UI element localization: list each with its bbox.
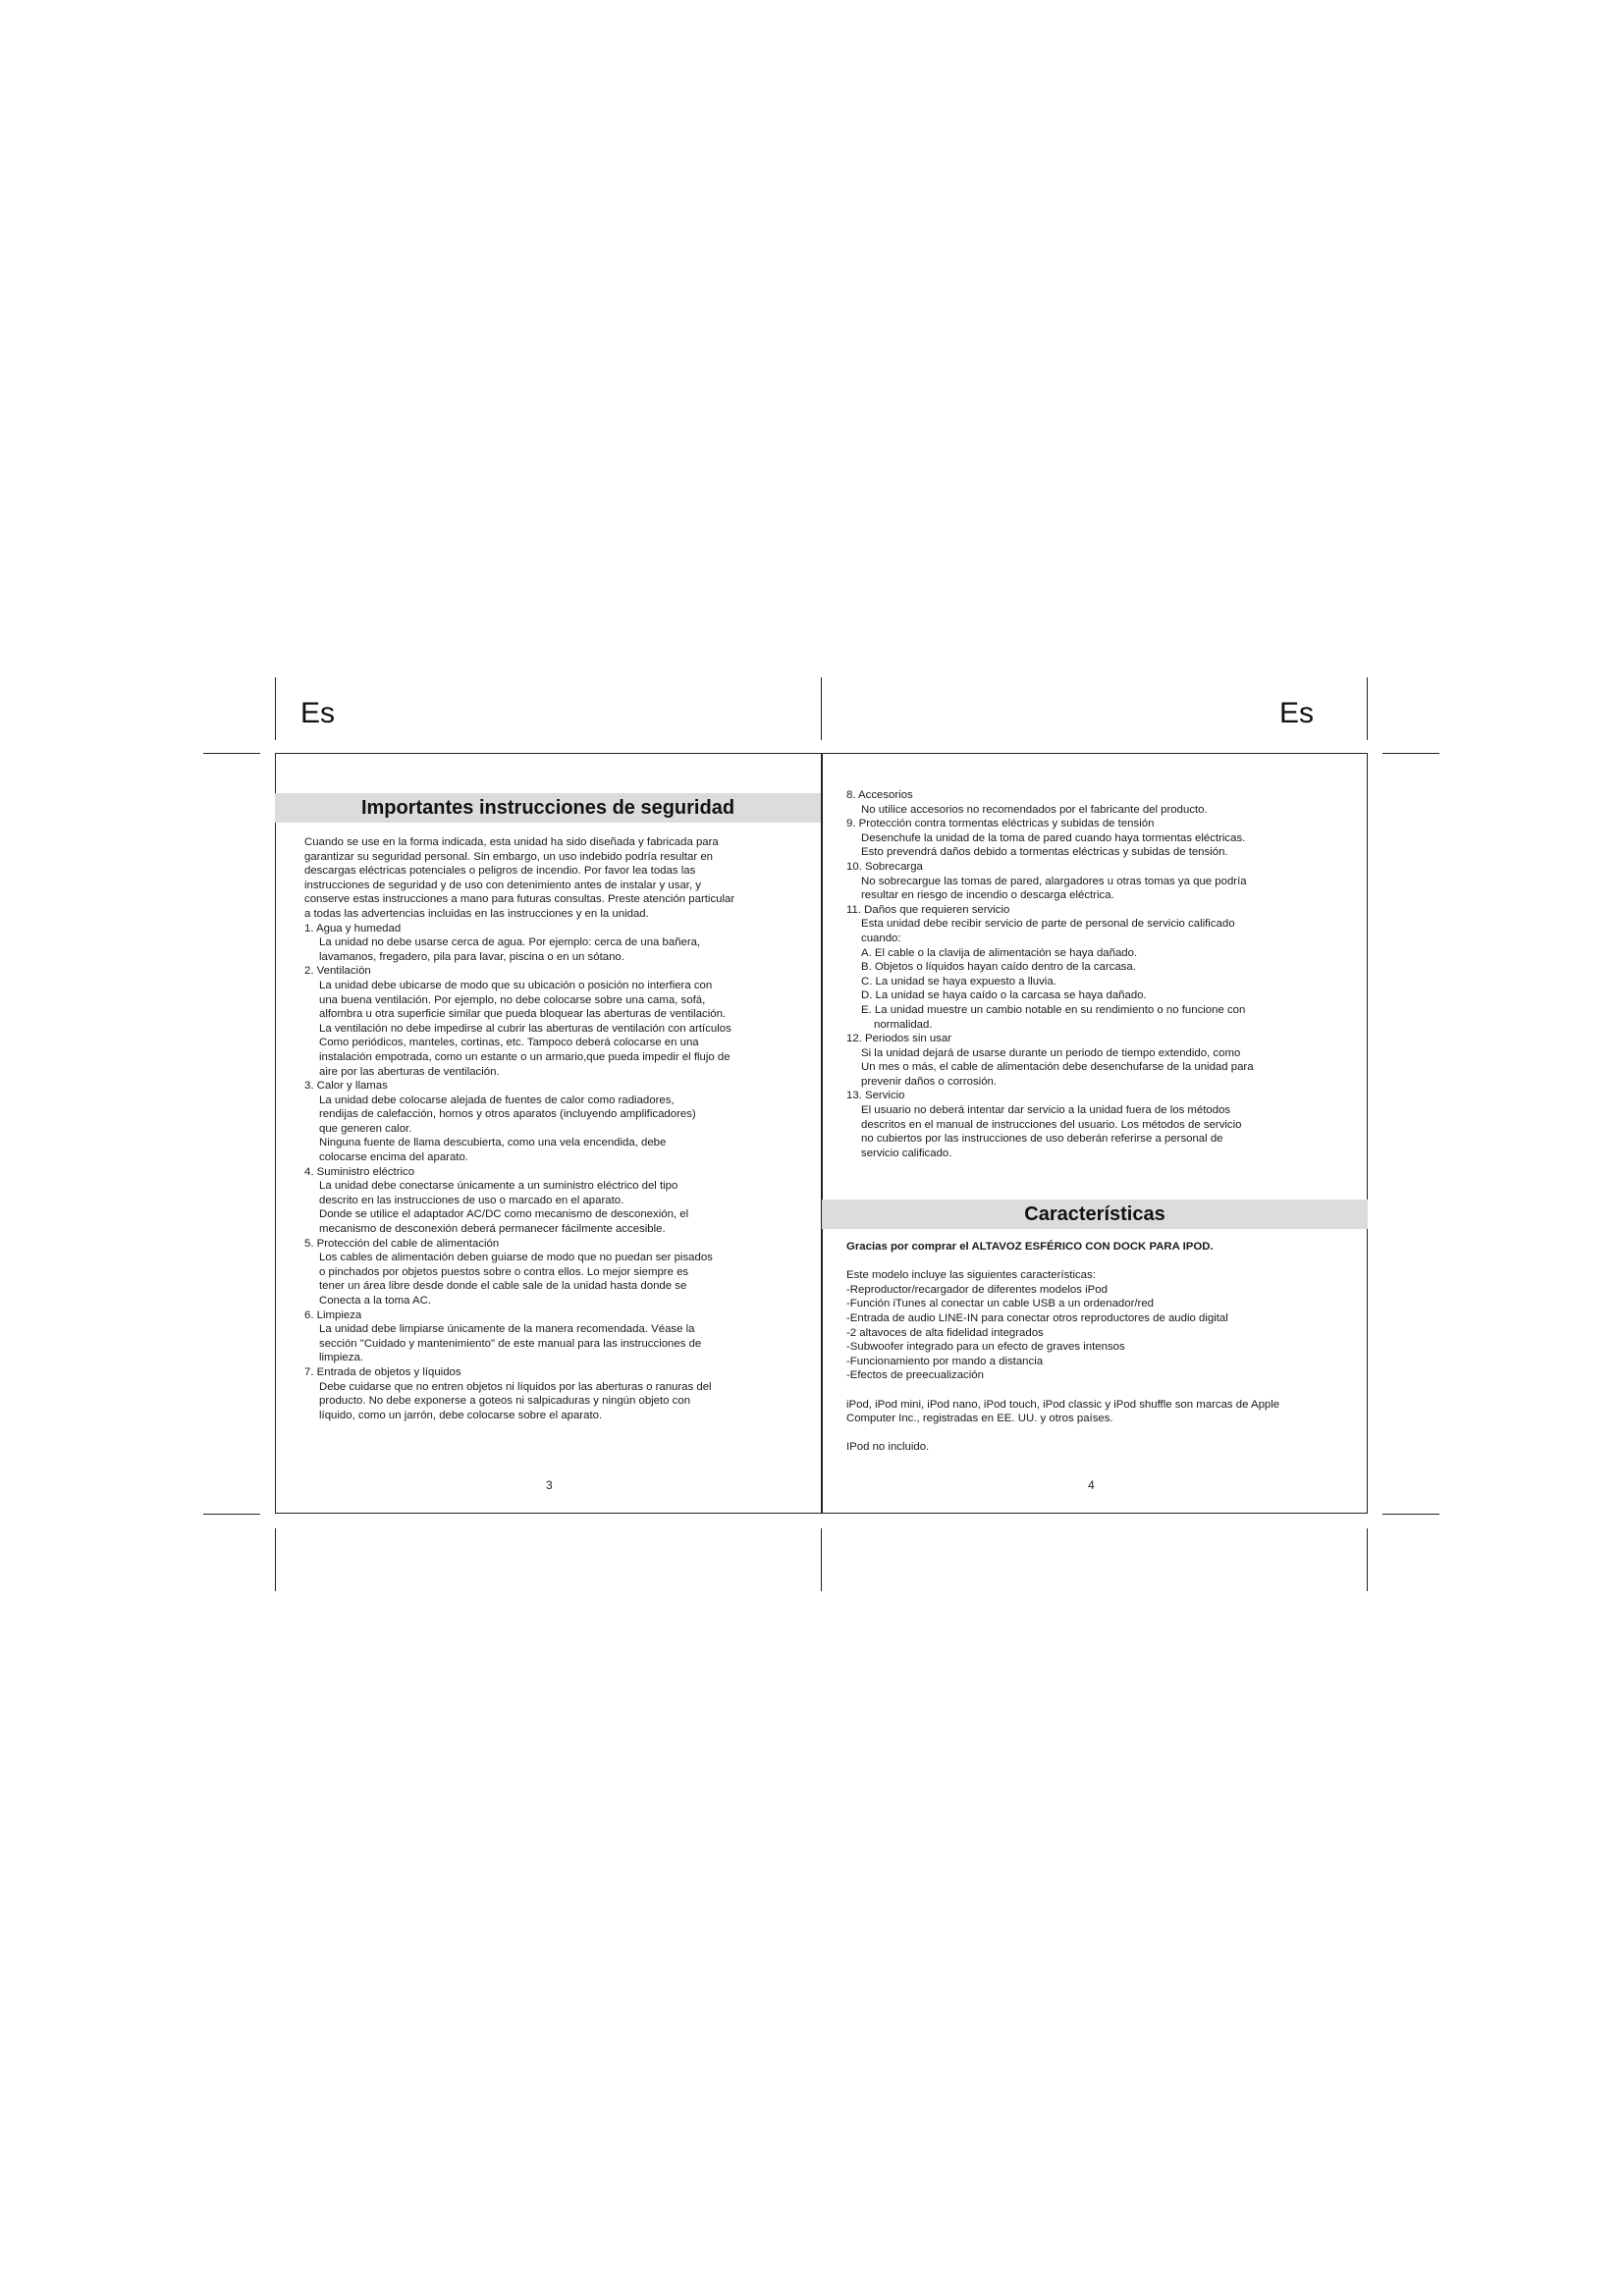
text-line: Debe cuidarse que no entren objetos ni líquidos por las aberturas o ranuras del bbox=[319, 1380, 712, 1393]
page-right bbox=[822, 753, 1368, 1514]
text-line: sección "Cuidado y mantenimiento" de este manual para las instrucciones de bbox=[319, 1337, 702, 1350]
text-line: alfombra u otra superficie similar que pueda bloquear las aberturas de ventilación. bbox=[319, 1008, 727, 1021]
text-line: Cuando se use en la forma indicada, esta unidad ha sido diseñada y fabricada para bbox=[304, 836, 719, 848]
text-line: No sobrecargue las tomas de pared, alargadores u otras tomas ya que podría bbox=[861, 875, 1247, 887]
text-line: La unidad debe ubicarse de modo que su ubicación o posición no interfiera con bbox=[319, 979, 713, 991]
text-line: Esta unidad debe recibir servicio de parte de personal de servicio calificado bbox=[861, 918, 1235, 931]
text-line: A. El cable o la clavija de alimentación se haya dañado. bbox=[861, 946, 1138, 959]
text-line: tener un área libre desde donde el cable sale de la unidad hasta donde se bbox=[319, 1280, 687, 1293]
text-line: instalación empotrada, como un estante o un armario,que pueda impedir el flujo de bbox=[319, 1050, 731, 1063]
text-line: D. La unidad se haya caído o la carcasa se haya dañado. bbox=[861, 989, 1147, 1002]
crop-mark-top-center bbox=[821, 677, 822, 740]
text-line: Ninguna fuente de llama descubierta, como una vela encendida, debe bbox=[319, 1137, 667, 1149]
text-line: 11. Daños que requieren servicio bbox=[846, 903, 1010, 916]
text-line: prevenir daños o corrosión. bbox=[861, 1075, 998, 1088]
crop-mark-left-bottom bbox=[203, 1514, 260, 1515]
safety-text bbox=[304, 835, 734, 1422]
text-line: 6. Limpieza bbox=[304, 1308, 362, 1321]
features-list bbox=[846, 1283, 1279, 1383]
text-line: Desenchufe la unidad de la toma de pared cuando haya tormentas eléctricas. bbox=[861, 831, 1246, 844]
text-line: Donde se utilice el adaptador AC/DC como mecanismo de desconexión, el bbox=[319, 1208, 689, 1221]
text-line: 2. Ventilación bbox=[304, 965, 371, 978]
text-line: producto. No debe exponerse a goteos ni salpicaduras y ningún objeto con bbox=[319, 1395, 691, 1408]
text-line: lavamanos, fregadero, pila para lavar, piscina o en un sótano. bbox=[319, 950, 624, 963]
feature-item: -Reproductor/recargador de diferentes modelos iPod bbox=[846, 1283, 1108, 1296]
text-line: B. Objetos o líquidos hayan caído dentro de la carcasa. bbox=[861, 961, 1136, 974]
crop-mark-bottom-center bbox=[821, 1528, 822, 1591]
text-line: descritos en el manual de instrucciones del usuario. Los métodos de servicio bbox=[861, 1118, 1242, 1131]
text-line: Un mes o más, el cable de alimentación debe desenchufarse de la unidad para bbox=[861, 1061, 1254, 1074]
text-line: El usuario no deberá intentar dar servicio a la unidad fuera de los métodos bbox=[861, 1104, 1231, 1117]
crop-mark-top-left bbox=[275, 677, 276, 740]
text-line: que generen calor. bbox=[319, 1122, 412, 1135]
feature-item: -Función iTunes al conectar un cable USB a un ordenador/red bbox=[846, 1298, 1155, 1310]
text-line: No utilice accesorios no recomendados por el fabricante del producto. bbox=[861, 803, 1208, 816]
text-line: C. La unidad se haya expuesto a lluvia. bbox=[861, 975, 1056, 988]
crop-mark-right-top bbox=[1382, 753, 1439, 754]
text-line: descrito en las instrucciones de uso o marcado en el aparato. bbox=[319, 1194, 624, 1206]
text-line: La unidad debe limpiarse únicamente de la manera recomendada. Véase la bbox=[319, 1323, 695, 1336]
feature-item: -Entrada de audio LINE-IN para conectar otros reproductores de audio digital bbox=[846, 1311, 1228, 1324]
text-line: aire por las aberturas de ventilación. bbox=[319, 1065, 500, 1078]
text-line: mecanismo de desconexión deberá permanecer fácilmente accesible. bbox=[319, 1223, 666, 1236]
text-line: Como periódicos, manteles, cortinas, etc. Tampoco deberá colocarse en una bbox=[319, 1037, 699, 1049]
text-line: limpieza. bbox=[319, 1352, 363, 1364]
text-line: 1. Agua y humedad bbox=[304, 922, 402, 934]
text-line: no cubiertos por las instrucciones de uso deberán referirse a personal de bbox=[861, 1133, 1223, 1146]
not-included-text: IPod no incluido. bbox=[846, 1441, 930, 1454]
crop-mark-top-right bbox=[1367, 677, 1368, 740]
text-line: 4. Suministro eléctrico bbox=[304, 1165, 415, 1178]
text-line: 8. Accesorios bbox=[846, 789, 913, 801]
text-line: descargas eléctricas potenciales o peligros de incendio. Por favor lea todas las bbox=[304, 865, 696, 878]
crop-mark-bottom-right bbox=[1367, 1528, 1368, 1591]
thanks-text: Gracias por comprar el ALTAVOZ ESFÉRICO CON DOCK PARA IPOD. bbox=[846, 1241, 1214, 1253]
feature-item: -Efectos de preecualización bbox=[846, 1369, 984, 1382]
text-line: normalidad. bbox=[874, 1018, 933, 1031]
text-line: Esto prevendrá daños debido a tormentas eléctricas y subidas de tensión. bbox=[861, 846, 1228, 859]
text-line: E. La unidad muestre un cambio notable en su rendimiento o no funcione con bbox=[861, 1003, 1246, 1016]
text-line: La unidad debe colocarse alejada de fuentes de calor como radiadores, bbox=[319, 1094, 675, 1106]
text-line: 5. Protección del cable de alimentación bbox=[304, 1237, 500, 1250]
crop-mark-right-bottom bbox=[1382, 1514, 1439, 1515]
text-line: 9. Protección contra tormentas eléctricas y subidas de tensión bbox=[846, 818, 1155, 830]
text-line: 10. Sobrecarga bbox=[846, 860, 923, 873]
text-line: La ventilación no debe impedirse al cubrir las aberturas de ventilación con artículos bbox=[319, 1022, 731, 1035]
crop-mark-bottom-left bbox=[275, 1528, 276, 1591]
text-line: una buena ventilación. Por ejemplo, no debe colocarse sobre una cama, sofá, bbox=[319, 993, 706, 1006]
text-line: La unidad no debe usarse cerca de agua. Por ejemplo: cerca de una bañera, bbox=[319, 936, 701, 949]
text-line: Conecta a la toma AC. bbox=[319, 1295, 431, 1307]
text-line: o pinchados por objetos puestos sobre o contra ellos. Lo mejor siempre es bbox=[319, 1265, 689, 1278]
text-line: rendijas de calefacción, hornos y otros aparatos (incluyendo amplificadores) bbox=[319, 1108, 696, 1121]
text-line: 12. Periodos sin usar bbox=[846, 1033, 952, 1045]
text-line: resultar en riesgo de incendio o descarga eléctrica. bbox=[861, 889, 1114, 902]
features-title: Características bbox=[1024, 1203, 1165, 1225]
text-line: colocarse encima del aparato. bbox=[319, 1151, 468, 1164]
feature-item: -Funcionamiento por mando a distancia bbox=[846, 1355, 1044, 1367]
text-line: 7. Entrada de objetos y líquidos bbox=[304, 1365, 461, 1378]
text-line: garantizar su seguridad personal. Sin embargo, un uso indebido podría resultar en bbox=[304, 850, 714, 863]
trademark-line: Computer Inc., registradas en EE. UU. y otros países. bbox=[846, 1413, 1113, 1425]
text-line: 3. Calor y llamas bbox=[304, 1080, 388, 1093]
safety-text-continued bbox=[846, 788, 1254, 1160]
page-left bbox=[275, 753, 821, 1514]
text-line: líquido, como un jarrón, debe colocarse sobre el aparato. bbox=[319, 1409, 603, 1421]
text-line: 13. Servicio bbox=[846, 1090, 905, 1102]
text-line: La unidad debe conectarse únicamente a un suministro eléctrico del tipo bbox=[319, 1180, 678, 1193]
text-line: conserve estas instrucciones a mano para futuras consultas. Preste atención particular bbox=[304, 893, 735, 906]
feature-item: -Subwoofer integrado para un efecto de graves intensos bbox=[846, 1341, 1125, 1354]
text-line: Si la unidad dejará de usarse durante un periodo de tiempo extendido, como bbox=[861, 1046, 1241, 1059]
text-line: servicio calificado. bbox=[861, 1147, 952, 1159]
text-line: cuando: bbox=[861, 932, 901, 944]
text-line: a todas las advertencias incluidas en las instrucciones y en la unidad. bbox=[304, 907, 649, 920]
features-intro: Este modelo incluye las siguientes características: bbox=[846, 1269, 1096, 1282]
page-number-left: 3 bbox=[546, 1478, 553, 1492]
language-label-right: Es bbox=[1279, 697, 1315, 729]
page-number-right: 4 bbox=[1088, 1478, 1095, 1492]
features-block bbox=[846, 1240, 1279, 1455]
text-line: Los cables de alimentación deben guiarse de modo que no puedan ser pisados bbox=[319, 1252, 713, 1264]
language-label-left: Es bbox=[300, 697, 336, 729]
safety-title: Importantes instrucciones de seguridad bbox=[360, 797, 735, 819]
text-line: instrucciones de seguridad y de uso con detenimiento antes de instalar y usar, y bbox=[304, 879, 701, 891]
trademark-line: iPod, iPod mini, iPod nano, iPod touch, iPod classic y iPod shuffle son marcas de Apple bbox=[846, 1398, 1280, 1411]
crop-mark-left-top bbox=[203, 753, 260, 754]
feature-item: -2 altavoces de alta fidelidad integrados bbox=[846, 1326, 1044, 1339]
